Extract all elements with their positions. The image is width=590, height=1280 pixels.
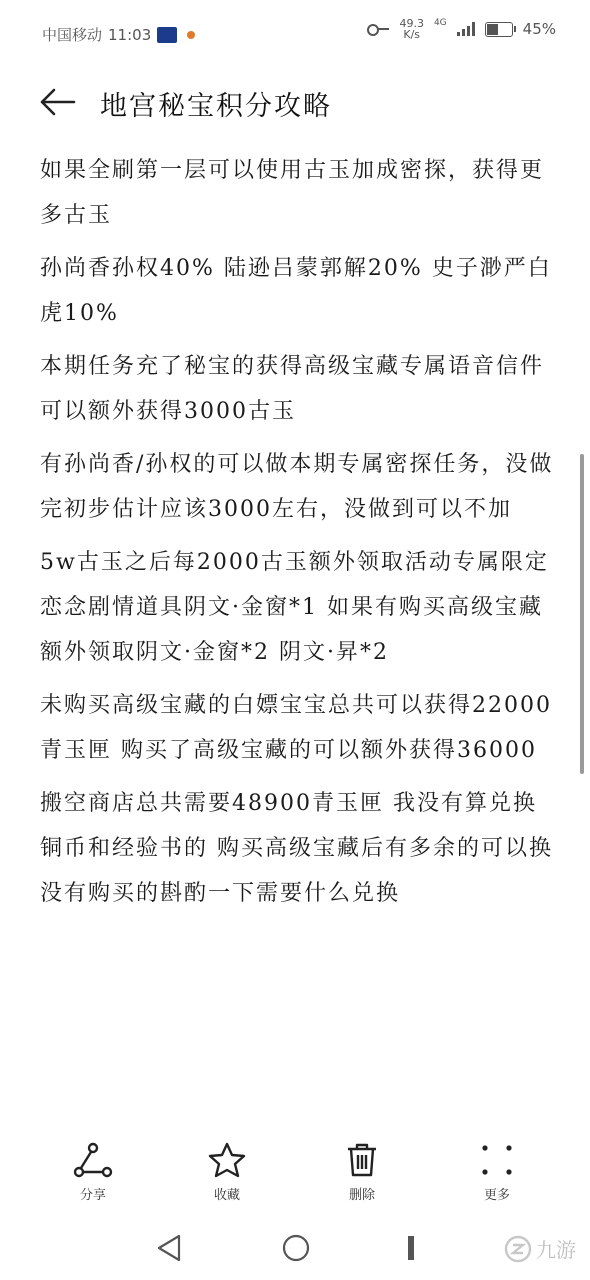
battery-percent: 45% bbox=[522, 20, 556, 38]
battery-fill bbox=[487, 24, 499, 35]
circle-home-icon bbox=[281, 1233, 311, 1263]
speed-unit: K/s bbox=[403, 28, 421, 41]
watermark bbox=[504, 1234, 576, 1263]
nav-back-button[interactable] bbox=[155, 1233, 183, 1267]
system-nav-bar bbox=[0, 1215, 590, 1280]
favorite-label: 收藏 bbox=[213, 1188, 240, 1203]
watermark-text: 九游 bbox=[536, 1238, 576, 1262]
nav-home-button[interactable] bbox=[281, 1233, 311, 1267]
delete-label: 删除 bbox=[348, 1188, 375, 1203]
paragraph: 有孙尚香/孙权的可以做本期专属密探任务，没做完初步估计应该3000左右，没做到可以不加 bbox=[40, 452, 554, 522]
share-button[interactable] bbox=[48, 1130, 138, 1203]
paragraph: 搬空商店总共需要48900青玉匣 我没有算兑换铜币和经验书的 购买高级宝藏后有多余的可以换 没有购买的斟酌一下需要什么兑换 bbox=[40, 791, 553, 906]
clock: 11:03 bbox=[108, 25, 152, 44]
paragraph: 5w古玉之后每2000古玉额外领取活动专属限定恋念剧情道具阴文·金窗*1 如果有购买高级宝藏额外领取阴文·金窗*2 阴文·昇*2 bbox=[40, 550, 549, 665]
more-button[interactable] bbox=[452, 1130, 542, 1203]
back-button[interactable] bbox=[38, 86, 78, 118]
status-bar bbox=[0, 0, 590, 70]
app-notification-icon bbox=[157, 27, 177, 43]
page-title: 地宫秘宝积分攻略 bbox=[100, 91, 332, 122]
more-label: 更多 bbox=[483, 1188, 510, 1203]
favorite-button[interactable] bbox=[182, 1130, 272, 1203]
back-arrow-icon bbox=[38, 86, 78, 118]
share-icon bbox=[73, 1142, 113, 1178]
nav-recent-button[interactable] bbox=[406, 1235, 416, 1265]
note-content[interactable] bbox=[40, 148, 560, 924]
more-dots-icon bbox=[477, 1142, 517, 1178]
speed-value: 49.3 bbox=[399, 17, 424, 30]
carrier-name: 中国移动 bbox=[42, 26, 103, 44]
status-left bbox=[42, 24, 195, 45]
scrollbar[interactable] bbox=[580, 454, 584, 774]
network-speed bbox=[399, 18, 424, 40]
paragraph: 如果全刷第一层可以使用古玉加成密探，获得更多古玉 bbox=[40, 158, 545, 228]
watermark-logo-icon bbox=[504, 1235, 532, 1263]
square-recent-icon bbox=[406, 1235, 416, 1261]
signal-icon bbox=[457, 22, 475, 36]
battery-icon bbox=[485, 22, 513, 37]
paragraph: 本期任务充了秘宝的获得高级宝藏专属语音信件可以额外获得3000古玉 bbox=[40, 354, 545, 424]
notification-dot-icon bbox=[187, 31, 195, 39]
star-icon bbox=[207, 1142, 247, 1178]
app-header bbox=[0, 70, 590, 134]
network-type: 4G bbox=[433, 18, 447, 28]
status-right bbox=[367, 18, 556, 40]
trash-icon bbox=[342, 1142, 382, 1178]
paragraph: 未购买高级宝藏的白嫖宝宝总共可以获得22000青玉匣 购买了高级宝藏的可以额外获得36000 bbox=[40, 693, 552, 763]
delete-button[interactable] bbox=[317, 1130, 407, 1203]
key-icon bbox=[367, 23, 389, 35]
bottom-toolbar bbox=[0, 1130, 590, 1210]
paragraph: 孙尚香孙权40% 陆逊吕蒙郭解20% 史子渺严白虎10% bbox=[40, 256, 552, 326]
share-label: 分享 bbox=[79, 1188, 106, 1203]
triangle-back-icon bbox=[155, 1233, 183, 1263]
